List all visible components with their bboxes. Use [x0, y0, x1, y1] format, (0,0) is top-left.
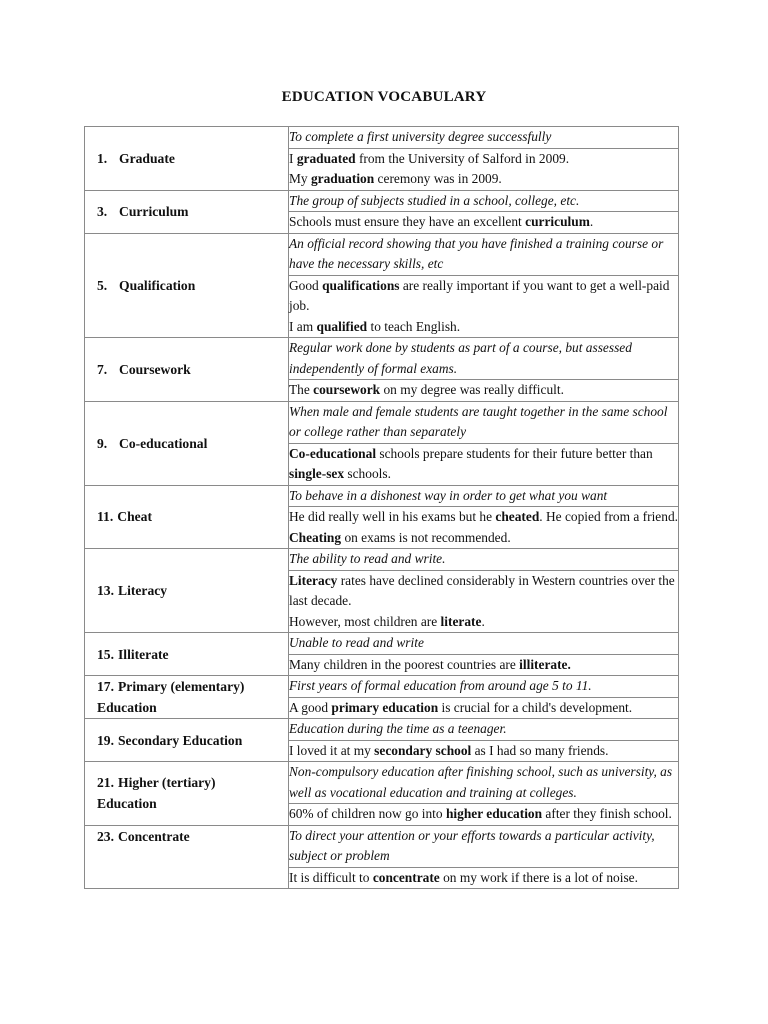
term-number: 23.: [97, 828, 114, 844]
vocab-entry-row: [85, 338, 679, 380]
term-text: Coursework: [119, 361, 191, 377]
example-sentence: [289, 317, 678, 338]
definition-cell: To direct your attention or your efforts towards a particular activity, subject or problem: [289, 825, 679, 867]
term-cell: [85, 825, 289, 889]
example-keyword: graduation: [310, 171, 375, 186]
term-text: Primary (elementary): [118, 679, 245, 694]
example-sentence: [289, 528, 678, 549]
term-label: [85, 772, 288, 793]
example-sentence: [289, 612, 678, 633]
example-text: Good: [289, 277, 323, 293]
example-keyword: illiterate.: [519, 656, 571, 672]
term-number: 5.: [97, 277, 108, 293]
example-text: schools prepare students for their future better than: [376, 445, 653, 461]
example-text: He did really well in his exams but he: [289, 509, 496, 524]
vocab-entry-row: [85, 485, 679, 507]
example-keyword: literate: [440, 613, 482, 629]
example-cell: [289, 740, 679, 762]
example-keyword: qualified: [316, 318, 368, 334]
term-cell: [85, 401, 289, 485]
example-cell: [289, 148, 679, 190]
example-text: ceremony was in 2009.: [374, 171, 502, 186]
term-cell: [85, 719, 289, 762]
term-label: [85, 644, 288, 665]
example-cell: [289, 380, 679, 402]
vocab-entry-row: [85, 762, 679, 804]
example-cell: [289, 697, 679, 719]
example-text: after they finish school.: [542, 806, 672, 821]
vocab-entry-row: [85, 676, 679, 698]
term-label: [85, 730, 288, 751]
example-cell: [289, 443, 679, 485]
term-label: [85, 201, 288, 222]
term-cell: [85, 762, 289, 826]
term-number: 19.: [97, 732, 114, 748]
example-keyword: qualifications: [322, 277, 400, 293]
example-sentence: [289, 571, 678, 612]
term-cell: [85, 233, 289, 338]
example-text: is crucial for a child's development.: [438, 699, 633, 715]
example-text: on my work if there is a lot of noise.: [439, 869, 638, 885]
example-text: on exams is not recommended.: [341, 529, 511, 545]
term-cell: [85, 549, 289, 633]
example-keyword: coursework: [313, 382, 381, 397]
example-sentence: [289, 698, 678, 719]
vocabulary-table: [84, 126, 679, 889]
definition-cell: The group of subjects studied in a school, college, etc.: [289, 190, 679, 212]
example-cell: [289, 654, 679, 676]
example-sentence: [289, 507, 678, 528]
term-number: 9.: [97, 435, 108, 451]
example-sentence: [289, 655, 678, 676]
term-text: Higher (tertiary): [118, 775, 216, 791]
term-number: 1.: [97, 150, 108, 166]
definition-cell: Regular work done by students as part of a course, but assessed independently of formal exams.: [289, 338, 679, 380]
example-cell: [289, 570, 679, 633]
example-text: I: [289, 150, 297, 166]
example-text: However, most children are: [289, 613, 441, 629]
vocab-entry-row: [85, 719, 679, 741]
example-keyword: graduated: [296, 150, 356, 166]
term-number: 3.: [97, 204, 108, 219]
term-text: Graduate: [119, 150, 175, 166]
example-keyword: secondary school: [374, 742, 472, 758]
term-text: Cheat: [117, 509, 152, 525]
term-label: [85, 433, 288, 454]
term-number: 21.: [97, 775, 114, 791]
term-number: 13.: [97, 583, 114, 598]
example-text: I loved it at my: [289, 742, 375, 758]
term-text-continued: Education: [97, 796, 157, 812]
vocab-entry-row: [85, 127, 679, 149]
example-sentence: [289, 741, 678, 762]
term-text: Concentrate: [118, 828, 190, 844]
example-cell: [289, 867, 679, 889]
example-sentence: [289, 149, 678, 170]
page-title: EDUCATION VOCABULARY: [281, 89, 487, 105]
term-cell: [85, 338, 289, 402]
example-text: .: [481, 613, 485, 629]
example-text: It is difficult to: [289, 869, 373, 885]
example-sentence: [289, 212, 678, 233]
example-text: Schools must ensure they have an excellent: [289, 214, 526, 229]
example-sentence: [289, 276, 678, 317]
example-sentence: [289, 169, 678, 190]
definition-cell: Non-compulsory education after finishing school, such as university, as well as vocational education and training at colleges.: [289, 762, 679, 804]
definition-cell: To complete a first university degree successfully: [289, 127, 679, 149]
example-text: are really important if you want to get a well-paid job.: [289, 277, 670, 313]
example-text: on my degree was really difficult.: [380, 382, 564, 397]
term-label: [85, 148, 288, 169]
example-sentence: [289, 380, 678, 401]
vocab-entry-row: [85, 549, 679, 571]
example-keyword: single-sex: [289, 466, 345, 481]
definition-cell: To behave in a dishonest way in order to get what you want: [289, 485, 679, 507]
definition-cell: When male and female students are taught together in the same school or college rather than separately: [289, 401, 679, 443]
term-cell: [85, 190, 289, 233]
example-text: rates have declined considerably in Western countries over the last decade.: [289, 572, 675, 608]
term-text: Co-educational: [119, 435, 208, 451]
vocab-entry-row: [85, 233, 679, 275]
example-keyword: higher education: [445, 806, 543, 821]
term-number: 17.: [97, 679, 114, 694]
definition-cell: The ability to read and write.: [289, 549, 679, 571]
term-label: [85, 275, 288, 296]
example-cell: [289, 507, 679, 549]
example-text: as I had so many friends.: [471, 742, 609, 758]
vocab-entry-row: [85, 401, 679, 443]
term-cell: [85, 485, 289, 549]
definition-cell: First years of formal education from around age 5 to 11.: [289, 676, 679, 698]
term-text: Literacy: [118, 583, 168, 598]
term-cell: [85, 127, 289, 191]
term-text: Illiterate: [118, 646, 169, 662]
example-sentence: [289, 444, 678, 485]
vocab-entry-row: [85, 825, 679, 867]
example-keyword: Cheating: [289, 529, 342, 545]
example-text: My: [289, 171, 311, 186]
example-text: The: [289, 382, 314, 397]
definition-cell: Education during the time as a teenager.: [289, 719, 679, 741]
term-cell: [85, 676, 289, 719]
term-text: Curriculum: [119, 204, 189, 219]
example-keyword: concentrate: [372, 869, 440, 885]
example-text: A good: [289, 699, 332, 715]
example-cell: [289, 804, 679, 826]
term-text-continued: Education: [97, 700, 157, 715]
example-cell: [289, 275, 679, 338]
term-label: [85, 580, 288, 601]
example-text: I am: [289, 318, 317, 334]
example-keyword: primary education: [331, 699, 439, 715]
term-number: 15.: [97, 646, 114, 662]
example-text: schools.: [344, 466, 391, 481]
vocab-entry-row: [85, 633, 679, 655]
vocab-entry-row: [85, 190, 679, 212]
example-text: Many children in the poorest countries are: [289, 656, 520, 672]
term-number: 11.: [97, 509, 114, 525]
example-text: to teach English.: [367, 318, 461, 334]
definition-cell: An official record showing that you have finished a training course or have the necessary skills, etc: [289, 233, 679, 275]
example-text: .: [589, 214, 594, 229]
term-label: [85, 506, 288, 527]
term-label: [85, 359, 288, 380]
example-keyword: Literacy: [289, 572, 338, 588]
example-keyword: Co-educational: [289, 445, 377, 461]
term-text: Qualification: [119, 277, 196, 293]
term-text: Secondary Education: [118, 732, 243, 748]
term-label: [85, 826, 288, 847]
example-sentence: [289, 804, 678, 825]
example-text: from the University of Salford in 2009.: [355, 150, 570, 166]
example-keyword: curriculum: [525, 214, 590, 229]
example-text: 60% of children now go into: [289, 806, 446, 821]
term-number: 7.: [97, 361, 108, 377]
example-sentence: [289, 868, 678, 889]
term-cell: [85, 633, 289, 676]
term-label: [85, 676, 288, 697]
example-cell: [289, 212, 679, 234]
definition-cell: Unable to read and write: [289, 633, 679, 655]
example-keyword: cheated: [495, 509, 540, 524]
example-text: . He copied from a friend.: [539, 509, 678, 524]
